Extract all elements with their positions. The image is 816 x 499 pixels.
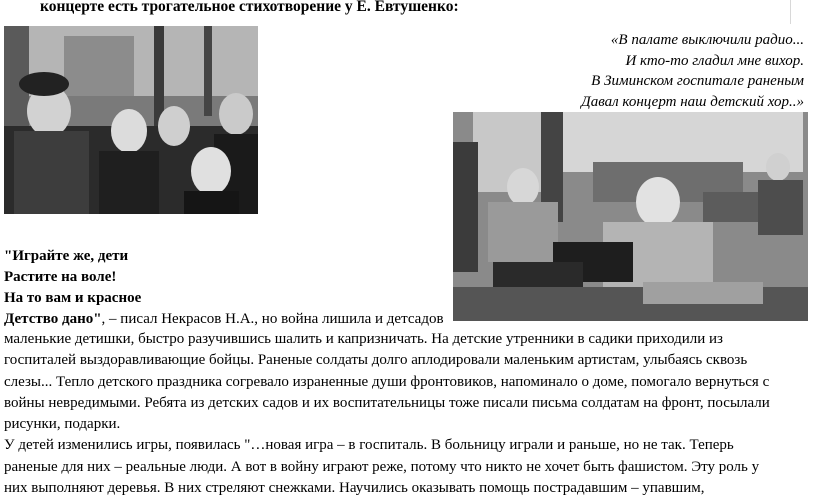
quote-attribution-line <box>4 309 444 330</box>
quote-line-bold: Детство дано" <box>4 311 102 327</box>
paragraph-line: госпиталей выздоравливающие бойцы. Раненые солдаты долго аплодировали маленьким артистам, улыбаясь сквозь <box>4 352 748 369</box>
quote-line: "Играйте же, дети <box>4 248 129 264</box>
poem-line: «В палате выключили радио... <box>610 32 804 48</box>
quote-line: На то вам и красное <box>4 290 142 306</box>
photo-sewing-workshop <box>453 112 808 321</box>
header-line: концерте есть трогательное стихотворение у Е. Евтушенко: <box>40 0 459 15</box>
poem-quote <box>524 30 804 112</box>
paragraph-line: раненые для них – реальные люди. А вот в войну играют реже, потому что никто не хочет быть фашистом. Эту роль у <box>4 458 760 475</box>
body-text <box>4 329 794 499</box>
poem-line: Давал концерт наш детский хор..» <box>581 93 804 110</box>
paragraph-line: У детей изменились игры, появилась "…новая игра – в госпиталь. В больницу играли и раньше, но не так. Теперь <box>4 437 734 454</box>
quote-attribution: , – писал Некрасов Н.А., но война лишила и детсадов <box>101 311 444 327</box>
paragraph-line: маленькие детишки, быстро разучившись шалить и капризничать. На детские утренники в садики приходили из <box>4 331 723 347</box>
quote-line: Растите на воле! <box>4 269 117 285</box>
paragraph-line: рисунки, подарки. <box>4 416 121 433</box>
header-box-edge <box>790 0 816 24</box>
paragraph-line: них выполняют деревья. В них стреляют снежками. Научились оказывать помощь пострадавшим – упавшим, <box>4 480 705 497</box>
poem-line: И кто-то гладил мне вихор. <box>625 52 804 69</box>
poem-line: В Зиминском госпитале раненым <box>591 73 804 89</box>
paragraph-line: войны невредимыми. Ребята из детских садов и их воспитательницы тоже писали письма солдатам на фронт, посылали <box>4 394 770 411</box>
photo-boys <box>4 26 258 214</box>
nekrasov-quote <box>4 246 141 309</box>
paragraph-line: слезы... Тепло детского праздника согревало израненные души фронтовиков, напоминало о доме, помогало вернуться с <box>4 373 770 390</box>
